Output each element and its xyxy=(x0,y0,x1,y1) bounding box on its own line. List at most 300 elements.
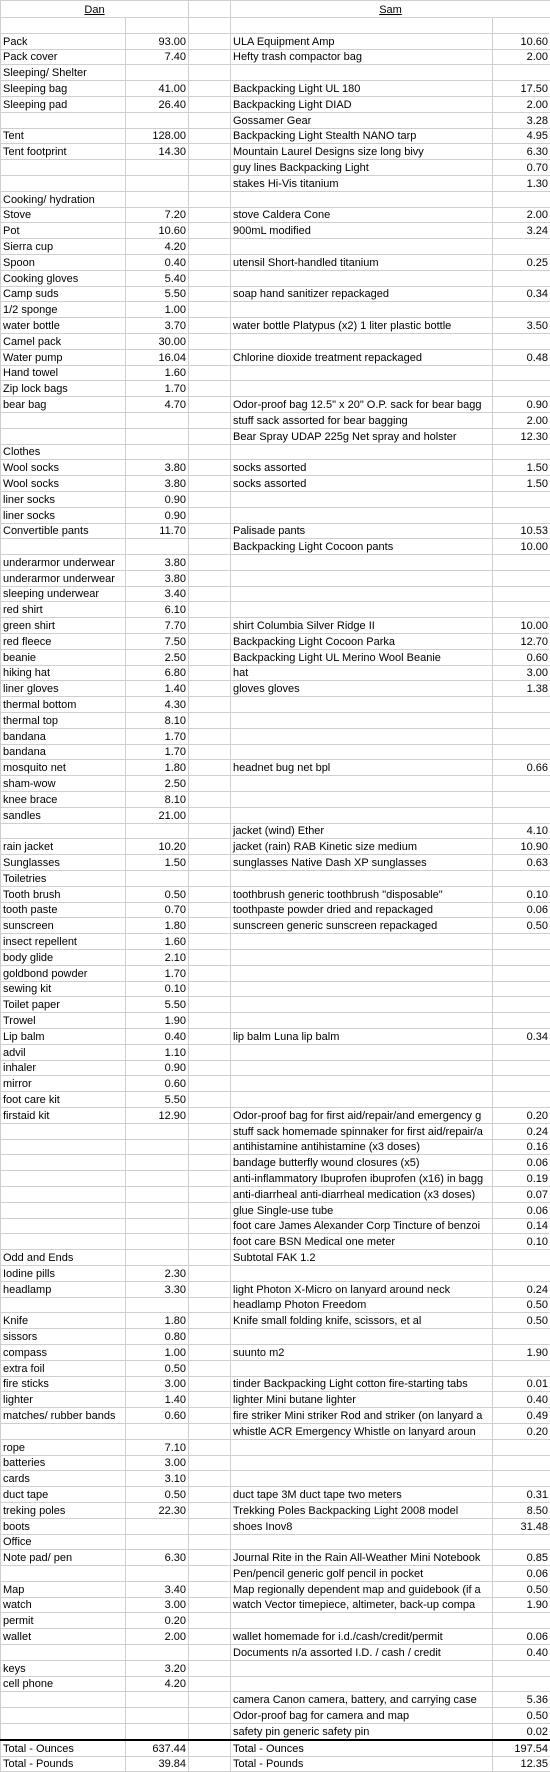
sam-ounces-cell[interactable]: 0.34 xyxy=(493,1029,550,1045)
sam-item-cell[interactable]: Backpacking Light Cocoon Parka xyxy=(231,634,493,650)
gap-cell[interactable] xyxy=(189,1756,231,1772)
dan-ounces-cell[interactable]: 0.90 xyxy=(126,507,189,523)
sam-ounces-cell[interactable] xyxy=(493,555,550,571)
sam-ounces-cell[interactable]: 1.90 xyxy=(493,1344,550,1360)
sam-ounces-cell[interactable]: 10.60 xyxy=(493,33,550,49)
dan-ounces-cell[interactable]: 1.60 xyxy=(126,934,189,950)
sam-item-cell[interactable]: duct tape 3M duct tape two meters xyxy=(231,1487,493,1503)
sam-ounces-cell[interactable]: 0.66 xyxy=(493,760,550,776)
sam-item-cell[interactable]: Gossamer Gear xyxy=(231,112,493,128)
sam-ounces-cell[interactable]: 1.50 xyxy=(493,460,550,476)
dan-ounces-cell[interactable]: 1.00 xyxy=(126,302,189,318)
sam-item-cell[interactable] xyxy=(231,728,493,744)
sam-ounces-cell[interactable]: 0.31 xyxy=(493,1487,550,1503)
gap-cell[interactable] xyxy=(189,1234,231,1250)
dan-item-cell[interactable] xyxy=(1,1186,126,1202)
gap-cell[interactable] xyxy=(189,1613,231,1629)
dan-ounces-cell[interactable] xyxy=(126,428,189,444)
sam-item-cell[interactable] xyxy=(231,1471,493,1487)
sam-ounces-cell[interactable]: 1.30 xyxy=(493,175,550,191)
dan-item-cell[interactable]: Total - Ounces xyxy=(1,1740,126,1756)
sam-item-cell[interactable]: sunscreen generic sunscreen repackaged xyxy=(231,918,493,934)
sam-ounces-cell[interactable]: 5.36 xyxy=(493,1692,550,1708)
gap-cell[interactable] xyxy=(189,602,231,618)
dan-item-cell[interactable]: Wool socks xyxy=(1,476,126,492)
dan-item-cell[interactable] xyxy=(1,18,126,34)
dan-ounces-cell[interactable]: 0.90 xyxy=(126,1060,189,1076)
gap-cell[interactable] xyxy=(189,618,231,634)
dan-item-cell[interactable]: sham-wow xyxy=(1,776,126,792)
sam-item-cell[interactable] xyxy=(231,997,493,1013)
dan-ounces-cell[interactable]: 1.80 xyxy=(126,918,189,934)
dan-ounces-cell[interactable]: 93.00 xyxy=(126,33,189,49)
sam-ounces-cell[interactable]: 1.50 xyxy=(493,476,550,492)
sam-ounces-cell[interactable] xyxy=(493,1092,550,1108)
dan-ounces-cell[interactable]: 4.20 xyxy=(126,239,189,255)
dan-ounces-cell[interactable] xyxy=(126,1155,189,1171)
dan-item-cell[interactable]: bandana xyxy=(1,728,126,744)
sam-ounces-cell[interactable]: 8.50 xyxy=(493,1502,550,1518)
dan-ounces-cell[interactable]: 3.70 xyxy=(126,318,189,334)
dan-ounces-cell[interactable]: 5.40 xyxy=(126,270,189,286)
dan-ounces-cell[interactable]: 2.30 xyxy=(126,1265,189,1281)
gap-cell[interactable] xyxy=(189,1171,231,1187)
sam-ounces-cell[interactable]: 4.95 xyxy=(493,128,550,144)
dan-item-cell[interactable]: liner socks xyxy=(1,491,126,507)
dan-ounces-cell[interactable]: 0.60 xyxy=(126,1408,189,1424)
sam-ounces-cell[interactable]: 2.00 xyxy=(493,49,550,65)
sam-item-cell[interactable] xyxy=(231,1534,493,1550)
dan-item-cell[interactable] xyxy=(1,1123,126,1139)
dan-item-cell[interactable] xyxy=(1,539,126,555)
sam-ounces-cell[interactable] xyxy=(493,191,550,207)
header-sam-cell[interactable] xyxy=(231,1,550,18)
dan-ounces-cell[interactable]: 1.40 xyxy=(126,681,189,697)
dan-ounces-cell[interactable]: 6.30 xyxy=(126,1550,189,1566)
sam-item-cell[interactable]: ULA Equipment Amp xyxy=(231,33,493,49)
sam-ounces-cell[interactable] xyxy=(493,1534,550,1550)
gap-cell[interactable] xyxy=(189,1029,231,1045)
sam-item-cell[interactable] xyxy=(231,65,493,81)
sam-ounces-cell[interactable]: 12.35 xyxy=(493,1756,550,1772)
dan-ounces-cell[interactable]: 128.00 xyxy=(126,128,189,144)
sam-item-cell[interactable]: safety pin generic safety pin xyxy=(231,1724,493,1740)
gap-cell[interactable] xyxy=(189,1645,231,1661)
sam-item-cell[interactable]: Backpacking Light UL Merino Wool Beanie xyxy=(231,649,493,665)
dan-ounces-cell[interactable] xyxy=(126,1186,189,1202)
sam-ounces-cell[interactable]: 0.06 xyxy=(493,902,550,918)
gap-cell[interactable] xyxy=(189,997,231,1013)
dan-item-cell[interactable] xyxy=(1,1566,126,1582)
sam-item-cell[interactable] xyxy=(231,18,493,34)
sam-item-cell[interactable]: soap hand sanitizer repackaged xyxy=(231,286,493,302)
dan-ounces-cell[interactable] xyxy=(126,191,189,207)
gap-cell[interactable] xyxy=(189,381,231,397)
sam-item-cell[interactable]: jacket (wind) Ether xyxy=(231,823,493,839)
gap-cell[interactable] xyxy=(189,1376,231,1392)
gap-cell[interactable] xyxy=(189,744,231,760)
dan-item-cell[interactable]: Convertible pants xyxy=(1,523,126,539)
dan-ounces-cell[interactable] xyxy=(126,18,189,34)
dan-item-cell[interactable]: Cooking/ hydration xyxy=(1,191,126,207)
dan-ounces-cell[interactable]: 7.50 xyxy=(126,634,189,650)
sam-ounces-cell[interactable]: 4.10 xyxy=(493,823,550,839)
dan-ounces-cell[interactable]: 2.50 xyxy=(126,649,189,665)
dan-ounces-cell[interactable]: 0.90 xyxy=(126,491,189,507)
gap-cell[interactable] xyxy=(189,286,231,302)
dan-ounces-cell[interactable] xyxy=(126,823,189,839)
gap-cell[interactable] xyxy=(189,333,231,349)
gap-cell[interactable] xyxy=(189,1534,231,1550)
dan-ounces-cell[interactable]: 1.60 xyxy=(126,365,189,381)
gap-cell[interactable] xyxy=(189,792,231,808)
dan-item-cell[interactable]: Sierra cup xyxy=(1,239,126,255)
sam-item-cell[interactable]: utensil Short-handled titanium xyxy=(231,254,493,270)
gap-cell[interactable] xyxy=(189,823,231,839)
sam-item-cell[interactable] xyxy=(231,333,493,349)
dan-item-cell[interactable] xyxy=(1,1297,126,1313)
sam-ounces-cell[interactable]: 10.53 xyxy=(493,523,550,539)
sam-ounces-cell[interactable]: 0.20 xyxy=(493,1107,550,1123)
sam-item-cell[interactable] xyxy=(231,191,493,207)
sam-item-cell[interactable]: jacket (rain) RAB Kinetic size medium xyxy=(231,839,493,855)
sam-item-cell[interactable] xyxy=(231,792,493,808)
dan-ounces-cell[interactable] xyxy=(126,1692,189,1708)
dan-item-cell[interactable] xyxy=(1,1692,126,1708)
sam-ounces-cell[interactable]: 0.70 xyxy=(493,160,550,176)
dan-item-cell[interactable]: inhaler xyxy=(1,1060,126,1076)
sam-item-cell[interactable]: guy lines Backpacking Light xyxy=(231,160,493,176)
dan-ounces-cell[interactable] xyxy=(126,871,189,887)
gap-cell[interactable] xyxy=(189,412,231,428)
dan-item-cell[interactable]: green shirt xyxy=(1,618,126,634)
gap-cell[interactable] xyxy=(189,555,231,571)
sam-ounces-cell[interactable]: 0.10 xyxy=(493,1234,550,1250)
sam-ounces-cell[interactable] xyxy=(493,1676,550,1692)
gap-cell[interactable] xyxy=(189,902,231,918)
gap-cell[interactable] xyxy=(189,1297,231,1313)
dan-item-cell[interactable]: Wool socks xyxy=(1,460,126,476)
sam-item-cell[interactable]: socks assorted xyxy=(231,476,493,492)
sam-ounces-cell[interactable] xyxy=(493,1076,550,1092)
sam-item-cell[interactable] xyxy=(231,381,493,397)
sam-ounces-cell[interactable]: 10.00 xyxy=(493,618,550,634)
sam-ounces-cell[interactable] xyxy=(493,934,550,950)
dan-ounces-cell[interactable]: 7.20 xyxy=(126,207,189,223)
dan-ounces-cell[interactable] xyxy=(126,1423,189,1439)
sam-item-cell[interactable]: Journal Rite in the Rain All-Weather Mini Notebook xyxy=(231,1550,493,1566)
dan-ounces-cell[interactable]: 7.10 xyxy=(126,1439,189,1455)
gap-cell[interactable] xyxy=(189,965,231,981)
dan-item-cell[interactable]: headlamp xyxy=(1,1281,126,1297)
sam-item-cell[interactable]: anti-diarrheal anti-diarrheal medication (x3 doses) xyxy=(231,1186,493,1202)
gap-cell[interactable] xyxy=(189,697,231,713)
sam-item-cell[interactable] xyxy=(231,570,493,586)
sam-item-cell[interactable] xyxy=(231,302,493,318)
sam-item-cell[interactable]: lighter Mini butane lighter xyxy=(231,1392,493,1408)
sam-ounces-cell[interactable] xyxy=(493,997,550,1013)
dan-ounces-cell[interactable]: 0.50 xyxy=(126,1487,189,1503)
dan-item-cell[interactable]: mosquito net xyxy=(1,760,126,776)
gap-cell[interactable] xyxy=(189,81,231,97)
sam-ounces-cell[interactable] xyxy=(493,1329,550,1345)
sam-ounces-cell[interactable]: 0.85 xyxy=(493,1550,550,1566)
gap-cell[interactable] xyxy=(189,1360,231,1376)
sam-item-cell[interactable] xyxy=(231,1076,493,1092)
sam-item-cell[interactable]: stakes Hi-Vis titanium xyxy=(231,175,493,191)
dan-item-cell[interactable]: bandana xyxy=(1,744,126,760)
sam-item-cell[interactable]: Total - Pounds xyxy=(231,1756,493,1772)
sam-ounces-cell[interactable]: 0.40 xyxy=(493,1392,550,1408)
dan-ounces-cell[interactable] xyxy=(126,1708,189,1724)
dan-ounces-cell[interactable]: 0.20 xyxy=(126,1613,189,1629)
gap-cell[interactable] xyxy=(189,191,231,207)
sam-item-cell[interactable] xyxy=(231,1265,493,1281)
gap-cell[interactable] xyxy=(189,428,231,444)
gap-cell[interactable] xyxy=(189,934,231,950)
sam-ounces-cell[interactable]: 6.30 xyxy=(493,144,550,160)
dan-ounces-cell[interactable]: 6.80 xyxy=(126,665,189,681)
sam-ounces-cell[interactable] xyxy=(493,1613,550,1629)
sam-ounces-cell[interactable] xyxy=(493,1360,550,1376)
dan-item-cell[interactable] xyxy=(1,412,126,428)
dan-item-cell[interactable]: permit xyxy=(1,1613,126,1629)
dan-ounces-cell[interactable] xyxy=(126,1534,189,1550)
gap-cell[interactable] xyxy=(189,760,231,776)
dan-ounces-cell[interactable]: 0.50 xyxy=(126,1360,189,1376)
dan-item-cell[interactable]: Map xyxy=(1,1581,126,1597)
dan-item-cell[interactable]: Pack cover xyxy=(1,49,126,65)
sam-item-cell[interactable] xyxy=(231,270,493,286)
dan-item-cell[interactable]: red fleece xyxy=(1,634,126,650)
dan-ounces-cell[interactable]: 8.10 xyxy=(126,713,189,729)
dan-item-cell[interactable]: insect repellent xyxy=(1,934,126,950)
sam-ounces-cell[interactable]: 0.02 xyxy=(493,1724,550,1740)
dan-item-cell[interactable]: compass xyxy=(1,1344,126,1360)
sam-ounces-cell[interactable] xyxy=(493,602,550,618)
gap-cell[interactable] xyxy=(189,349,231,365)
dan-ounces-cell[interactable]: 3.20 xyxy=(126,1660,189,1676)
dan-item-cell[interactable] xyxy=(1,1171,126,1187)
sam-ounces-cell[interactable] xyxy=(493,1265,550,1281)
gap-cell[interactable] xyxy=(189,728,231,744)
dan-item-cell[interactable]: foot care kit xyxy=(1,1092,126,1108)
dan-item-cell[interactable]: Water pump xyxy=(1,349,126,365)
sam-ounces-cell[interactable]: 0.10 xyxy=(493,886,550,902)
sam-item-cell[interactable]: water bottle Platypus (x2) 1 liter plastic bottle xyxy=(231,318,493,334)
gap-cell[interactable] xyxy=(189,1708,231,1724)
sam-item-cell[interactable]: Subtotal FAK 1.2 xyxy=(231,1250,493,1266)
dan-item-cell[interactable]: sewing kit xyxy=(1,981,126,997)
dan-item-cell[interactable]: Pack xyxy=(1,33,126,49)
dan-item-cell[interactable]: Hand towel xyxy=(1,365,126,381)
gap-cell[interactable] xyxy=(189,1060,231,1076)
dan-ounces-cell[interactable]: 5.50 xyxy=(126,286,189,302)
sam-item-cell[interactable]: Odor-proof bag for first aid/repair/and emergency g xyxy=(231,1107,493,1123)
gap-cell[interactable] xyxy=(189,160,231,176)
sam-ounces-cell[interactable]: 0.07 xyxy=(493,1186,550,1202)
dan-item-cell[interactable] xyxy=(1,1139,126,1155)
sam-item-cell[interactable]: whistle ACR Emergency Whistle on lanyard aroun xyxy=(231,1423,493,1439)
dan-ounces-cell[interactable]: 14.30 xyxy=(126,144,189,160)
dan-item-cell[interactable]: batteries xyxy=(1,1455,126,1471)
dan-item-cell[interactable]: Tooth brush xyxy=(1,886,126,902)
dan-ounces-cell[interactable] xyxy=(126,539,189,555)
dan-item-cell[interactable]: rope xyxy=(1,1439,126,1455)
dan-item-cell[interactable]: hiking hat xyxy=(1,665,126,681)
dan-ounces-cell[interactable]: 0.10 xyxy=(126,981,189,997)
gap-cell[interactable] xyxy=(189,586,231,602)
gap-cell[interactable] xyxy=(189,476,231,492)
sam-item-cell[interactable] xyxy=(231,1060,493,1076)
sam-ounces-cell[interactable]: 3.00 xyxy=(493,665,550,681)
gap-cell[interactable] xyxy=(189,713,231,729)
sam-item-cell[interactable]: antihistamine antihistamine (x3 doses) xyxy=(231,1139,493,1155)
sam-ounces-cell[interactable]: 0.63 xyxy=(493,855,550,871)
sam-item-cell[interactable] xyxy=(231,555,493,571)
sam-ounces-cell[interactable]: 0.06 xyxy=(493,1566,550,1582)
sam-ounces-cell[interactable]: 197.54 xyxy=(493,1740,550,1756)
dan-item-cell[interactable]: lighter xyxy=(1,1392,126,1408)
dan-ounces-cell[interactable]: 0.50 xyxy=(126,886,189,902)
dan-ounces-cell[interactable]: 39.84 xyxy=(126,1756,189,1772)
dan-item-cell[interactable]: sunscreen xyxy=(1,918,126,934)
sam-item-cell[interactable]: suunto m2 xyxy=(231,1344,493,1360)
dan-item-cell[interactable]: Trowel xyxy=(1,1013,126,1029)
sam-ounces-cell[interactable]: 0.06 xyxy=(493,1629,550,1645)
dan-ounces-cell[interactable] xyxy=(126,412,189,428)
gap-cell[interactable] xyxy=(189,871,231,887)
sam-ounces-cell[interactable]: 0.24 xyxy=(493,1123,550,1139)
dan-ounces-cell[interactable] xyxy=(126,1566,189,1582)
sam-ounces-cell[interactable]: 0.50 xyxy=(493,1708,550,1724)
dan-ounces-cell[interactable]: 0.40 xyxy=(126,254,189,270)
sam-ounces-cell[interactable] xyxy=(493,239,550,255)
gap-cell[interactable] xyxy=(189,1660,231,1676)
dan-item-cell[interactable] xyxy=(1,823,126,839)
sam-item-cell[interactable]: headlamp Photon Freedom xyxy=(231,1297,493,1313)
sam-ounces-cell[interactable]: 2.00 xyxy=(493,96,550,112)
sam-item-cell[interactable] xyxy=(231,586,493,602)
dan-item-cell[interactable]: keys xyxy=(1,1660,126,1676)
dan-item-cell[interactable]: Tent footprint xyxy=(1,144,126,160)
dan-ounces-cell[interactable] xyxy=(126,65,189,81)
sam-item-cell[interactable]: stove Caldera Cone xyxy=(231,207,493,223)
sam-item-cell[interactable] xyxy=(231,934,493,950)
gap-cell[interactable] xyxy=(189,665,231,681)
dan-ounces-cell[interactable]: 3.10 xyxy=(126,1471,189,1487)
sam-item-cell[interactable] xyxy=(231,1329,493,1345)
sam-ounces-cell[interactable] xyxy=(493,507,550,523)
gap-cell[interactable] xyxy=(189,1139,231,1155)
dan-item-cell[interactable]: Office xyxy=(1,1534,126,1550)
gap-cell[interactable] xyxy=(189,1329,231,1345)
sam-item-cell[interactable]: watch Vector timepiece, altimeter, back-up compa xyxy=(231,1597,493,1613)
dan-ounces-cell[interactable]: 3.00 xyxy=(126,1376,189,1392)
dan-item-cell[interactable] xyxy=(1,428,126,444)
sam-item-cell[interactable]: toothpaste powder dried and repackaged xyxy=(231,902,493,918)
dan-item-cell[interactable] xyxy=(1,1218,126,1234)
dan-ounces-cell[interactable]: 41.00 xyxy=(126,81,189,97)
sam-ounces-cell[interactable]: 12.30 xyxy=(493,428,550,444)
sam-ounces-cell[interactable] xyxy=(493,570,550,586)
dan-item-cell[interactable]: water bottle xyxy=(1,318,126,334)
dan-item-cell[interactable] xyxy=(1,112,126,128)
dan-item-cell[interactable]: beanie xyxy=(1,649,126,665)
dan-item-cell[interactable] xyxy=(1,1234,126,1250)
sam-item-cell[interactable]: Backpacking Light DIAD xyxy=(231,96,493,112)
sam-ounces-cell[interactable]: 0.50 xyxy=(493,1581,550,1597)
dan-ounces-cell[interactable]: 6.10 xyxy=(126,602,189,618)
gap-cell[interactable] xyxy=(189,397,231,413)
sam-item-cell[interactable]: fire striker Mini striker Rod and striker (on lanyard a xyxy=(231,1408,493,1424)
gap-cell[interactable] xyxy=(189,1597,231,1613)
sam-item-cell[interactable]: tinder Backpacking Light cotton fire-starting tabs xyxy=(231,1376,493,1392)
sam-item-cell[interactable] xyxy=(231,807,493,823)
dan-ounces-cell[interactable]: 1.80 xyxy=(126,1313,189,1329)
gap-cell[interactable] xyxy=(189,33,231,49)
gap-cell[interactable] xyxy=(189,1218,231,1234)
gap-cell[interactable] xyxy=(189,1408,231,1424)
sam-ounces-cell[interactable] xyxy=(493,807,550,823)
gap-cell[interactable] xyxy=(189,1439,231,1455)
sam-ounces-cell[interactable]: 2.00 xyxy=(493,207,550,223)
header-dan-cell[interactable] xyxy=(1,1,189,18)
sam-item-cell[interactable]: Mountain Laurel Designs size long bivy xyxy=(231,144,493,160)
dan-item-cell[interactable]: Camel pack xyxy=(1,333,126,349)
sam-ounces-cell[interactable] xyxy=(493,444,550,460)
dan-ounces-cell[interactable] xyxy=(126,1250,189,1266)
sam-item-cell[interactable] xyxy=(231,697,493,713)
gap-cell[interactable] xyxy=(189,1250,231,1266)
sam-item-cell[interactable]: toothbrush generic toothbrush "disposable" xyxy=(231,886,493,902)
sam-item-cell[interactable]: Backpacking Light Cocoon pants xyxy=(231,539,493,555)
dan-ounces-cell[interactable] xyxy=(126,1234,189,1250)
gap-cell[interactable] xyxy=(189,1502,231,1518)
dan-item-cell[interactable]: Cooking gloves xyxy=(1,270,126,286)
dan-item-cell[interactable]: wallet xyxy=(1,1629,126,1645)
sam-ounces-cell[interactable] xyxy=(493,871,550,887)
sam-ounces-cell[interactable] xyxy=(493,728,550,744)
dan-item-cell[interactable]: firstaid kit xyxy=(1,1107,126,1123)
sam-ounces-cell[interactable] xyxy=(493,491,550,507)
sam-item-cell[interactable] xyxy=(231,981,493,997)
gap-cell[interactable] xyxy=(189,1281,231,1297)
dan-item-cell[interactable]: liner gloves xyxy=(1,681,126,697)
dan-ounces-cell[interactable]: 3.40 xyxy=(126,1581,189,1597)
gap-cell[interactable] xyxy=(189,634,231,650)
dan-item-cell[interactable]: Toiletries xyxy=(1,871,126,887)
dan-item-cell[interactable]: matches/ rubber bands xyxy=(1,1408,126,1424)
dan-item-cell[interactable]: rain jacket xyxy=(1,839,126,855)
sam-ounces-cell[interactable] xyxy=(493,776,550,792)
sam-item-cell[interactable]: Chlorine dioxide treatment repackaged xyxy=(231,349,493,365)
dan-ounces-cell[interactable]: 3.00 xyxy=(126,1455,189,1471)
gap-cell[interactable] xyxy=(189,175,231,191)
dan-ounces-cell[interactable] xyxy=(126,112,189,128)
gap-cell[interactable] xyxy=(189,1107,231,1123)
dan-ounces-cell[interactable] xyxy=(126,1724,189,1740)
gap-cell[interactable] xyxy=(189,807,231,823)
sam-item-cell[interactable]: Palisade pants xyxy=(231,523,493,539)
dan-ounces-cell[interactable]: 22.30 xyxy=(126,1502,189,1518)
gap-cell[interactable] xyxy=(189,1692,231,1708)
sam-item-cell[interactable]: gloves gloves xyxy=(231,681,493,697)
sam-ounces-cell[interactable]: 0.14 xyxy=(493,1218,550,1234)
dan-ounces-cell[interactable] xyxy=(126,1297,189,1313)
gap-cell[interactable] xyxy=(189,1123,231,1139)
dan-ounces-cell[interactable]: 21.00 xyxy=(126,807,189,823)
